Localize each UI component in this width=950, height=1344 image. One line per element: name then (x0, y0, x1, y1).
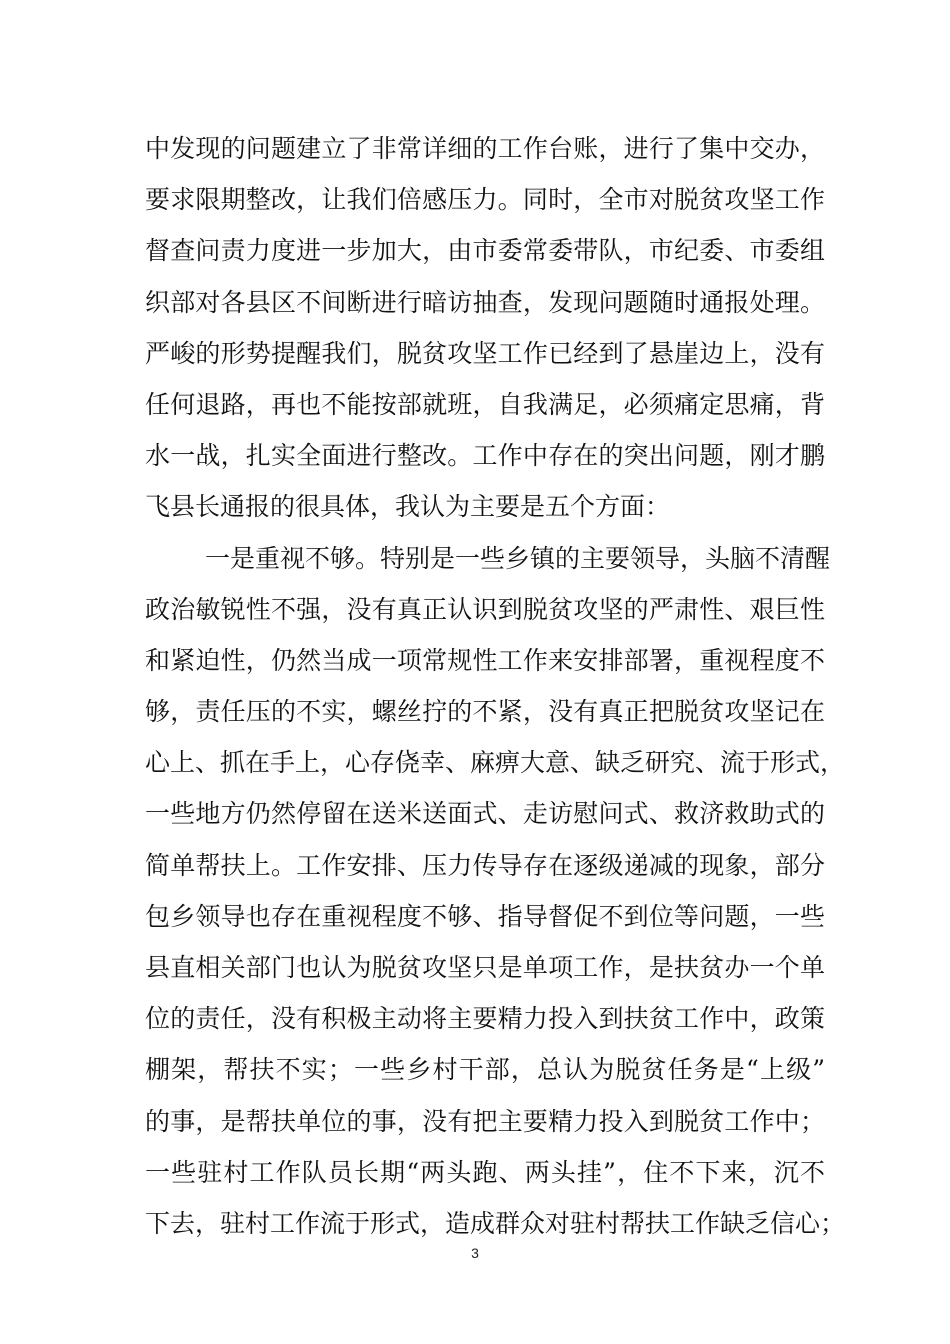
body-text (145, 127, 846, 1253)
text-line: 的事，是帮扶单位的事，没有把主要精力投入到脱贫工作中； (145, 1106, 825, 1136)
text-line: 和紧迫性，仍然当成一项常规性工作来安排部署，重视程度不 (145, 645, 825, 675)
text-line: 一些驻村工作队员长期“两头跑、两头挂”，住不下来，沉不 (145, 1157, 825, 1187)
text-line: 飞县长通报的很具体，我认为主要是五个方面： (145, 492, 671, 522)
page-number: 3 (471, 1245, 479, 1261)
paragraph-first-line: 一是重视不够。特别是一些乡镇的主要领导，头脑不清醒 (205, 543, 831, 573)
text-line: 简单帮扶上。工作安排、压力传导存在逐级递减的现象，部分 (145, 850, 825, 880)
text-line: 任何退路，再也不能按部就班，自我满足，必须痛定思痛，背 (145, 389, 825, 419)
text-line: 县直相关部门也认为脱贫攻坚只是单项工作，是扶贫办一个单 (145, 953, 825, 982)
text-line: 心上、抓在手上，心存侥幸、麻痹大意、缺乏研究、流于形式， (145, 748, 846, 778)
text-line: 中发现的问题建立了非常详细的工作台账，进行了集中交办， (145, 134, 825, 163)
text-line: 一些地方仍然停留在送米送面式、走访慰问式、救济救助式的 (145, 799, 825, 829)
text-line: 织部对各县区不间断进行暗访抽查，发现问题随时通报处理。 (145, 287, 825, 317)
text-line: 包乡领导也存在重视程度不够、指导督促不到位等问题，一些 (145, 901, 825, 931)
text-line: 位的责任，没有积极主动将主要精力投入到扶贫工作中，政策 (145, 1004, 825, 1034)
text-line: 严峻的形势提醒我们，脱贫攻坚工作已经到了悬崖边上，没有 (145, 338, 825, 368)
text-line: 政治敏锐性不强，没有真正认识到脱贫攻坚的严肃性、艰巨性 (145, 594, 825, 624)
text-line: 下去，驻村工作流于形式，造成群众对驻村帮扶工作缺乏信心； (145, 1208, 846, 1238)
text-line: 督查问责力度进一步加大，由市委常委带队，市纪委、市委组 (145, 236, 825, 266)
text-line: 够，责任压的不实，螺丝拧的不紧，没有真正把脱贫攻坚记在 (145, 697, 825, 727)
text-line: 要求限期整改，让我们倍感压力。同时，全市对脱贫攻坚工作 (145, 185, 825, 215)
text-line: 水一战，扎实全面进行整改。工作中存在的突出问题，刚才鹏 (145, 441, 825, 471)
text-line: 棚架，帮扶不实；一些乡村干部，总认为脱贫任务是“上级” (145, 1055, 825, 1085)
